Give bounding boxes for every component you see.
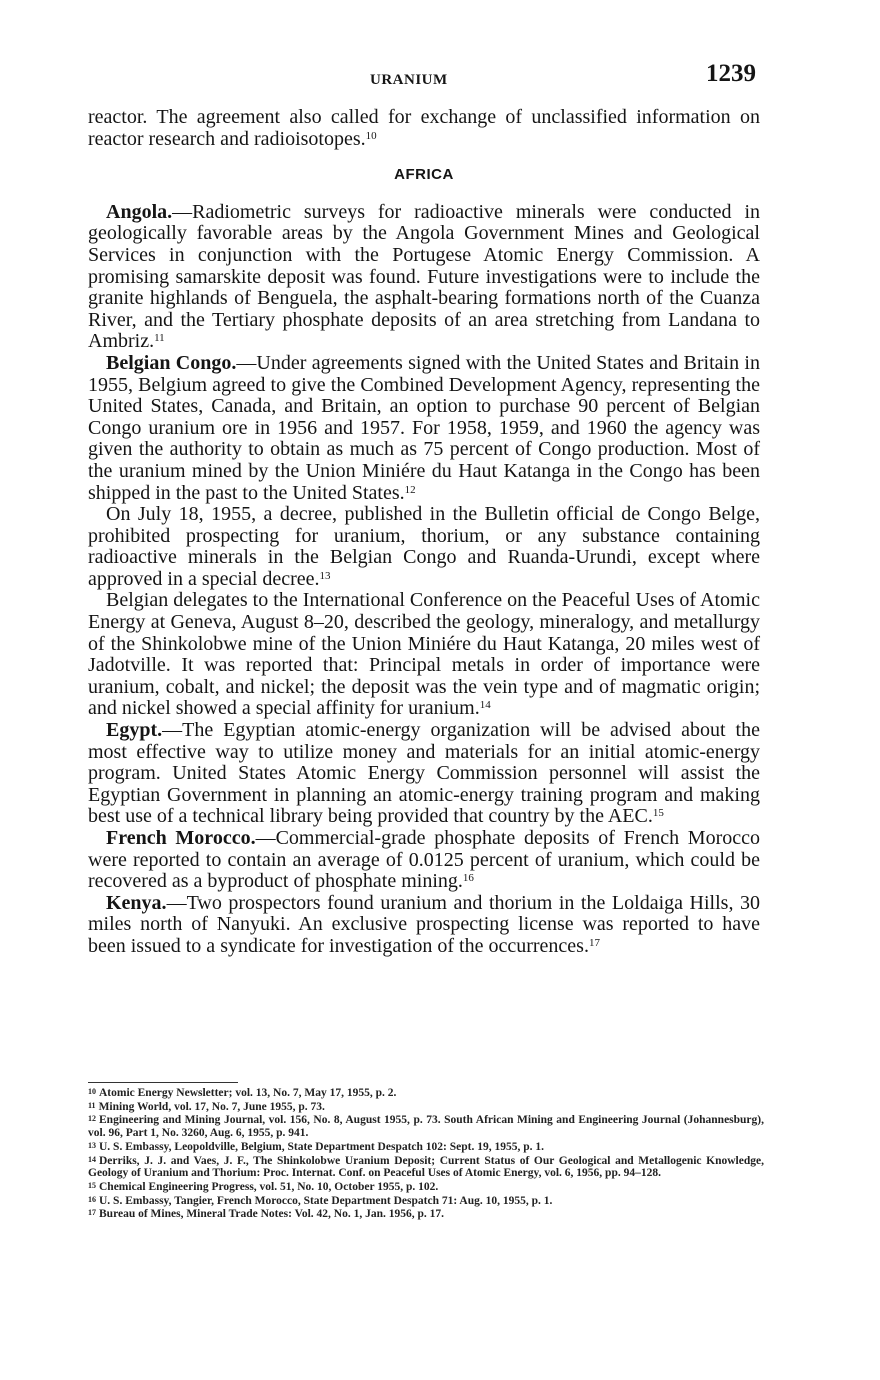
footnote-ref[interactable]: 11 — [154, 332, 165, 345]
paragraph-decree: On July 18, 1955, a decree, published in the Bulletin official de Congo Belge, prohibited prospecting for uranium, thorium, or any substance containing radioactive minerals in the Belgian Congo and Ruanda-Urundi, except where approved in a special decree.$^{13}$ — [88, 503, 760, 590]
paragraph-egypt: Egypt.—The Egyptian atomic-energy organization will be advised about the most effective way to utilize money and materials for an initial atomic-energy program. United States Atomic Energy Commission personnel will assist the Egyptian Government in planning an atomic-energy training program and making best use of a technical library being provided that country by the AEC.$^{15}$ — [88, 719, 760, 828]
page-number: 1239 — [706, 60, 756, 87]
footnote-ref[interactable]: 16 — [462, 872, 474, 885]
footnote: 13 U. S. Embassy, Leopoldville, Belgium, State Department Despatch 102: Sept. 19, 1955, p. 1. — [88, 1140, 544, 1153]
footnote: 14 Derriks, J. J. and Vaes, J. F., The Shinkolobwe Uranium Deposit; Current Status of Our Geological and Metallogenic Knowledge, Geology of Uranium and Thorium: Proc. Internat. Conf. on Peaceful Uses of Atomic Energy, vol. 6, 1956, pp. 94–128. — [88, 1154, 764, 1180]
footnote: 10 Atomic Energy Newsletter; vol. 13, No. 7, May 17, 1955, p. 2. — [88, 1087, 397, 1099]
continuation-paragraph: reactor. The agreement also called for exchange of unclassified information on reactor research and radioisotopes.$^{10}$ — [88, 106, 760, 150]
footnote-ref[interactable]: 10 — [365, 129, 377, 142]
paragraph-lead: Belgian Congo. — [106, 351, 237, 374]
paragraph-lead: Kenya. — [106, 891, 167, 914]
footnote: 15 Chemical Engineering Progress, vol. 51, No. 10, October 1955, p. 102. — [88, 1180, 439, 1193]
footnote-ref[interactable]: 15 — [652, 807, 664, 820]
footnote-ref[interactable]: 13 — [319, 569, 331, 582]
paragraph-lead: Egypt. — [106, 719, 163, 742]
footnote-divider — [88, 1082, 238, 1083]
paragraph-angola: Angola.—Radiometric surveys for radioactive minerals were conducted in geologically favorable areas by the Angola Government Mines and Geological Services in conjunction with the Portugese Atomic Energy Commission. A promising samarskite deposit was found. Future investigations were to include the granite highlands of Benguela, the asphalt-bearing formations north of the Cuanza River, and the Tertiary phosphate deposits of an area stretching from Landana to Ambriz.$^{11}$ — [88, 200, 760, 353]
page-header — [88, 60, 756, 94]
body-text — [88, 107, 760, 958]
footnote-ref[interactable]: 17 — [588, 936, 600, 949]
running-head: URANIUM — [370, 72, 448, 88]
paragraph-lead: French Morocco. — [106, 827, 256, 849]
footnote: 11 Mining World, vol. 17, No. 7, June 1955, p. 73. — [88, 1100, 325, 1113]
paragraph-lead: Angola. — [106, 200, 173, 223]
paragraph-geneva-conference: Belgian delegates to the International Conference on the Peaceful Uses of Atomic Energy at Geneva, August 8–20, described the geology, mineralogy, and metallurgy of the Shinkolobwe mine of the Union Miniére du Haut Katanga, 20 miles west of Jadotville. It was reported that: Principal metals in order of importance were uranium, cobalt, and nickel; the deposit was the vein type and of magmatic origin; and nickel showed a special affinity for uranium.$^{14}$ — [88, 589, 760, 720]
paragraph-belgian-congo: Belgian Congo.—Under agreements signed with the United States and Britain in 1955, Belgium agreed to give the Combined Development Agency, representing the United States, Canada, and Britain, an option to purchase 90 percent of Belgian Congo uranium ore in 1956 and 1957. For 1958, 1959, and 1960 the agency was given the authority to obtain as much as 75 percent of Congo production. Most of the uranium mined by the Union Miniére du Haut Katanga in the Congo has been shipped in the past to the United States.$^{12}$ — [88, 351, 760, 504]
paragraph-kenya: Kenya.—Two prospectors found uranium and thorium in the Loldaiga Hills, 30 miles north of Nanyuki. An exclusive prospecting license was reported to have been issued to a syndicate for investigation of the occurrences.$^{17}$ — [88, 891, 760, 957]
footnote-ref[interactable]: 14 — [479, 699, 491, 712]
footnotes — [88, 1086, 764, 1221]
paragraph-french-morocco: French Morocco.—Commercial-grade phosphate deposits of French Morocco were reported to contain an average of 0.0125 percent of uranium, which could be recovered as a byproduct of phosphate mining.$^{16}$ — [88, 827, 760, 893]
section-heading: AFRICA — [394, 166, 454, 184]
footnote: 17 Bureau of Mines, Mineral Trade Notes: Vol. 42, No. 1, Jan. 1956, p. 17. — [88, 1208, 445, 1221]
footnote: 12 Engineering and Mining Journal, vol. 156, No. 8, August 1955, p. 73. South African Mining and Engineering Journal (Johannesburg), vol. 96, Part 1, No. 3260, Aug. 6, 1955, p. 941. — [88, 1114, 764, 1140]
footnote: 16 U. S. Embassy, Tangier, French Morocco, State Department Despatch 71: Aug. 10, 1955, p. 1. — [88, 1194, 553, 1207]
footnote-ref[interactable]: 12 — [404, 483, 416, 496]
